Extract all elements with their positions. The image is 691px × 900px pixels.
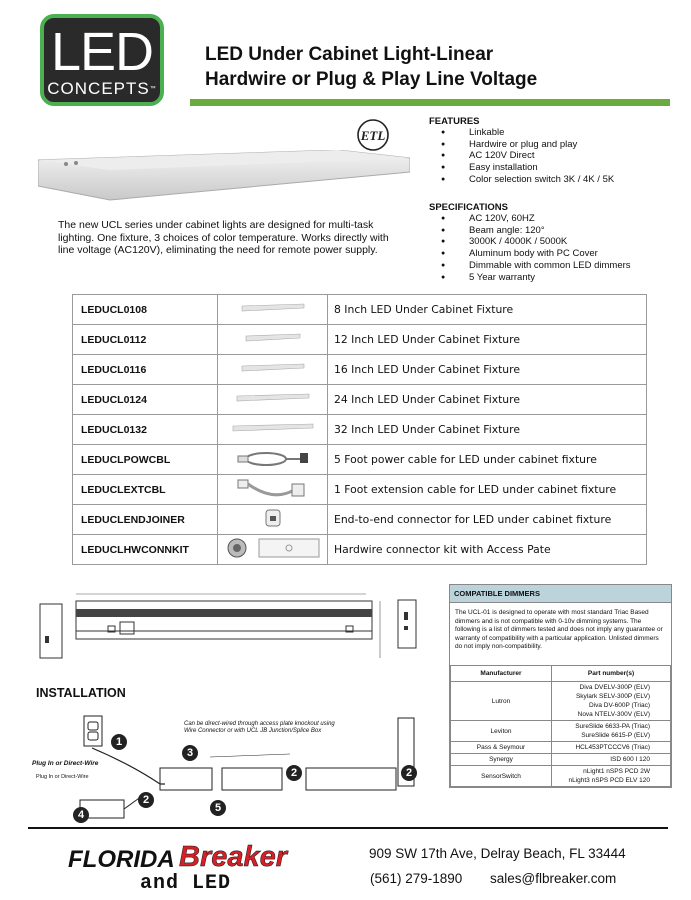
feature-item: ● AC 120V Direct [429, 150, 614, 162]
dimmer-row [451, 754, 671, 766]
product-image [218, 445, 328, 475]
spec-item: ● 5 Year warranty [429, 272, 631, 284]
fixture-thumbnail-icon [228, 301, 318, 315]
product-row [73, 415, 647, 445]
product-description: 1 Foot extension cable for LED under cabinet fixture [328, 475, 647, 505]
dimmer-manufacturer: Leviton [451, 721, 552, 742]
fixture-thumbnail-icon [228, 421, 318, 435]
led-concepts-logo [40, 14, 164, 106]
product-sku: LEDUCLHWCONNKIT [73, 535, 218, 565]
spec-item: ● Beam angle: 120° [429, 225, 631, 237]
title-line-1: LED Under Cabinet Light-Linear [205, 44, 494, 65]
logo-bottom-text: CONCEPTS [47, 79, 150, 98]
features-list [429, 127, 614, 186]
product-sku: LEDUCLENDJOINER [73, 505, 218, 535]
installation-heading: INSTALLATION [36, 686, 126, 700]
installation-step-marker: 4 [73, 807, 89, 823]
product-image [218, 385, 328, 415]
dimmer-part-number: SureSlide 6633-PA (Triac) [575, 723, 650, 730]
compatible-dimmers-panel [449, 584, 672, 788]
dimmer-part-number: nLight1 nSPS PCD 2W [583, 768, 650, 775]
etl-listed-icon [356, 118, 390, 152]
product-sku: LEDUCLEXTCBL [73, 475, 218, 505]
installation-step-marker: 5 [210, 800, 226, 816]
dimmer-parts [552, 766, 671, 787]
installation-step-marker: 3 [182, 745, 198, 761]
product-image [218, 415, 328, 445]
installation-step-marker: 2 [401, 765, 417, 781]
spec-item: ● Aluminum body with PC Cover [429, 248, 631, 260]
dimmer-part-number: Nova NTELV-300V (ELV) [577, 711, 650, 718]
dimmer-row [451, 682, 671, 721]
dimmer-row [451, 742, 671, 754]
dimmer-manufacturer: Synergy [451, 754, 552, 766]
dimmer-part-number: nLight3 nSPS PCD ELV 120 [568, 777, 650, 784]
product-image [218, 475, 328, 505]
dimmers-heading: COMPATIBLE DIMMERS [450, 585, 671, 603]
product-table [72, 294, 647, 565]
product-row [73, 505, 647, 535]
spec-item: ● AC 120V, 60HZ [429, 213, 631, 225]
installation-note: Can be direct-wired through access plate knockout using Wire Connector or with UCL JB Junction/Splice Box [184, 721, 335, 734]
logo-top-text: LED [50, 22, 154, 82]
product-row [73, 355, 647, 385]
company-name-florida: FLORIDA [68, 846, 175, 873]
dimmers-col-manufacturer: Manufacturer [451, 666, 552, 682]
product-description: 16 Inch LED Under Cabinet Fixture [328, 355, 647, 385]
product-image [218, 505, 328, 535]
dimmer-row [451, 766, 671, 787]
dimmer-manufacturer: Lutron [451, 682, 552, 721]
dimmers-col-parts: Part number(s) [552, 666, 671, 682]
product-description: Hardwire connector kit with Access Pate [328, 535, 647, 565]
feature-item: ● Easy installation [429, 162, 614, 174]
product-row [73, 475, 647, 505]
dimmer-parts [552, 754, 671, 766]
product-row [73, 445, 647, 475]
title-line-2: Hardwire or Plug & Play Line Voltage [205, 69, 538, 90]
spec-item: ● Dimmable with common LED dimmers [429, 260, 631, 272]
dimmer-manufacturer: SensorSwitch [451, 766, 552, 787]
dimmer-parts [552, 682, 671, 721]
product-sku: LEDUCL0112 [73, 325, 218, 355]
product-description: 24 Inch LED Under Cabinet Fixture [328, 385, 647, 415]
dimmer-part-number: Skylark SELV-300P (ELV) [575, 693, 650, 700]
fixture-thumbnail-icon [228, 391, 318, 405]
product-sku: LEDUCL0132 [73, 415, 218, 445]
end-joiner-icon [228, 506, 318, 530]
dimmer-part-number: Diva DVELV-300P (ELV) [579, 684, 650, 691]
company-email[interactable]: sales@flbreaker.com [490, 871, 617, 886]
extension-cable-icon [228, 476, 318, 500]
page-title [205, 42, 537, 92]
dimmer-manufacturer: Pass & Seymour [451, 742, 552, 754]
company-phone[interactable]: (561) 279-1890 [370, 871, 463, 886]
fixture-thumbnail-icon [228, 361, 318, 375]
dimmer-parts [552, 721, 671, 742]
product-sku: LEDUCL0124 [73, 385, 218, 415]
installation-step-marker: 2 [138, 792, 154, 808]
product-description: 5 Foot power cable for LED under cabinet fixture [328, 445, 647, 475]
footer-divider [28, 827, 668, 829]
dimmer-parts [552, 742, 671, 754]
product-image [218, 295, 328, 325]
dimmers-table [450, 665, 671, 787]
dimmers-intro: The UCL-01 is designed to operate with most standard Triac Based dimmers and is not compatible with 0-10v dimming systems. The following is a list of dimmers tested and does not imply any guarantee or warranty of compatibility with a particular application. Unlisted dimmers do not imply non-compatibility. [455, 609, 663, 650]
spec-item: ● 3000K / 4000K / 5000K [429, 236, 631, 248]
dimmer-part-number: HCL453PTCCCV6 (Triac) [575, 744, 650, 751]
dimmer-row [451, 721, 671, 742]
installation-step-marker: 1 [111, 734, 127, 750]
installation-step-marker: 2 [286, 765, 302, 781]
product-sku: LEDUCL0108 [73, 295, 218, 325]
power-cable-icon [228, 447, 318, 469]
product-sku: LEDUCL0116 [73, 355, 218, 385]
feature-item: ● Linkable [429, 127, 614, 139]
dimension-drawing [36, 586, 436, 666]
specifications-heading: SPECIFICATIONS [429, 202, 508, 213]
product-image [218, 535, 328, 565]
dimmer-part-number: Diva DV-600P (Triac) [588, 702, 650, 709]
product-description: 12 Inch LED Under Cabinet Fixture [328, 325, 647, 355]
feature-item: ● Color selection switch 3K / 4K / 5K [429, 174, 614, 186]
product-row [73, 295, 647, 325]
hardwire-kit-icon [219, 535, 327, 561]
company-address: 909 SW 17th Ave, Delray Beach, FL 33444 [369, 846, 626, 861]
dimmer-part-number: SureSlide 6615-P (ELV) [581, 732, 650, 739]
fixture-image [38, 150, 410, 202]
product-row [73, 385, 647, 415]
product-description: 8 Inch LED Under Cabinet Fixture [328, 295, 647, 325]
installation-diagram [70, 714, 420, 826]
product-description: 32 Inch LED Under Cabinet Fixture [328, 415, 647, 445]
product-description: End-to-end connector for LED under cabinet fixture [328, 505, 647, 535]
features-heading: FEATURES [429, 116, 480, 127]
plug-sublabel: Plug In or Direct-Wire [36, 774, 89, 780]
specifications-list [429, 213, 631, 283]
product-image [218, 355, 328, 385]
product-row [73, 325, 647, 355]
product-sku: LEDUCLPOWCBL [73, 445, 218, 475]
dimmer-part-number: ISD 600 I 120 [610, 756, 650, 763]
product-row [73, 535, 647, 565]
header-divider [190, 99, 670, 106]
company-name-breaker: Breaker [179, 841, 288, 873]
company-name-and-led: and LED [140, 872, 232, 895]
logo-tm: ™ [149, 86, 157, 92]
etl-text: ETL [360, 128, 386, 143]
feature-item: ● Hardwire or plug and play [429, 139, 614, 151]
product-description: The new UCL series under cabinet lights are designed for multi-task lighting. One fixture, 3 choices of color temperature. Works directly with line voltage (AC120V), eliminating the need for remote power supply. [58, 219, 389, 257]
plug-label: Plug In or Direct-Wire [32, 760, 99, 767]
fixture-thumbnail-icon [228, 331, 318, 345]
product-image [218, 325, 328, 355]
